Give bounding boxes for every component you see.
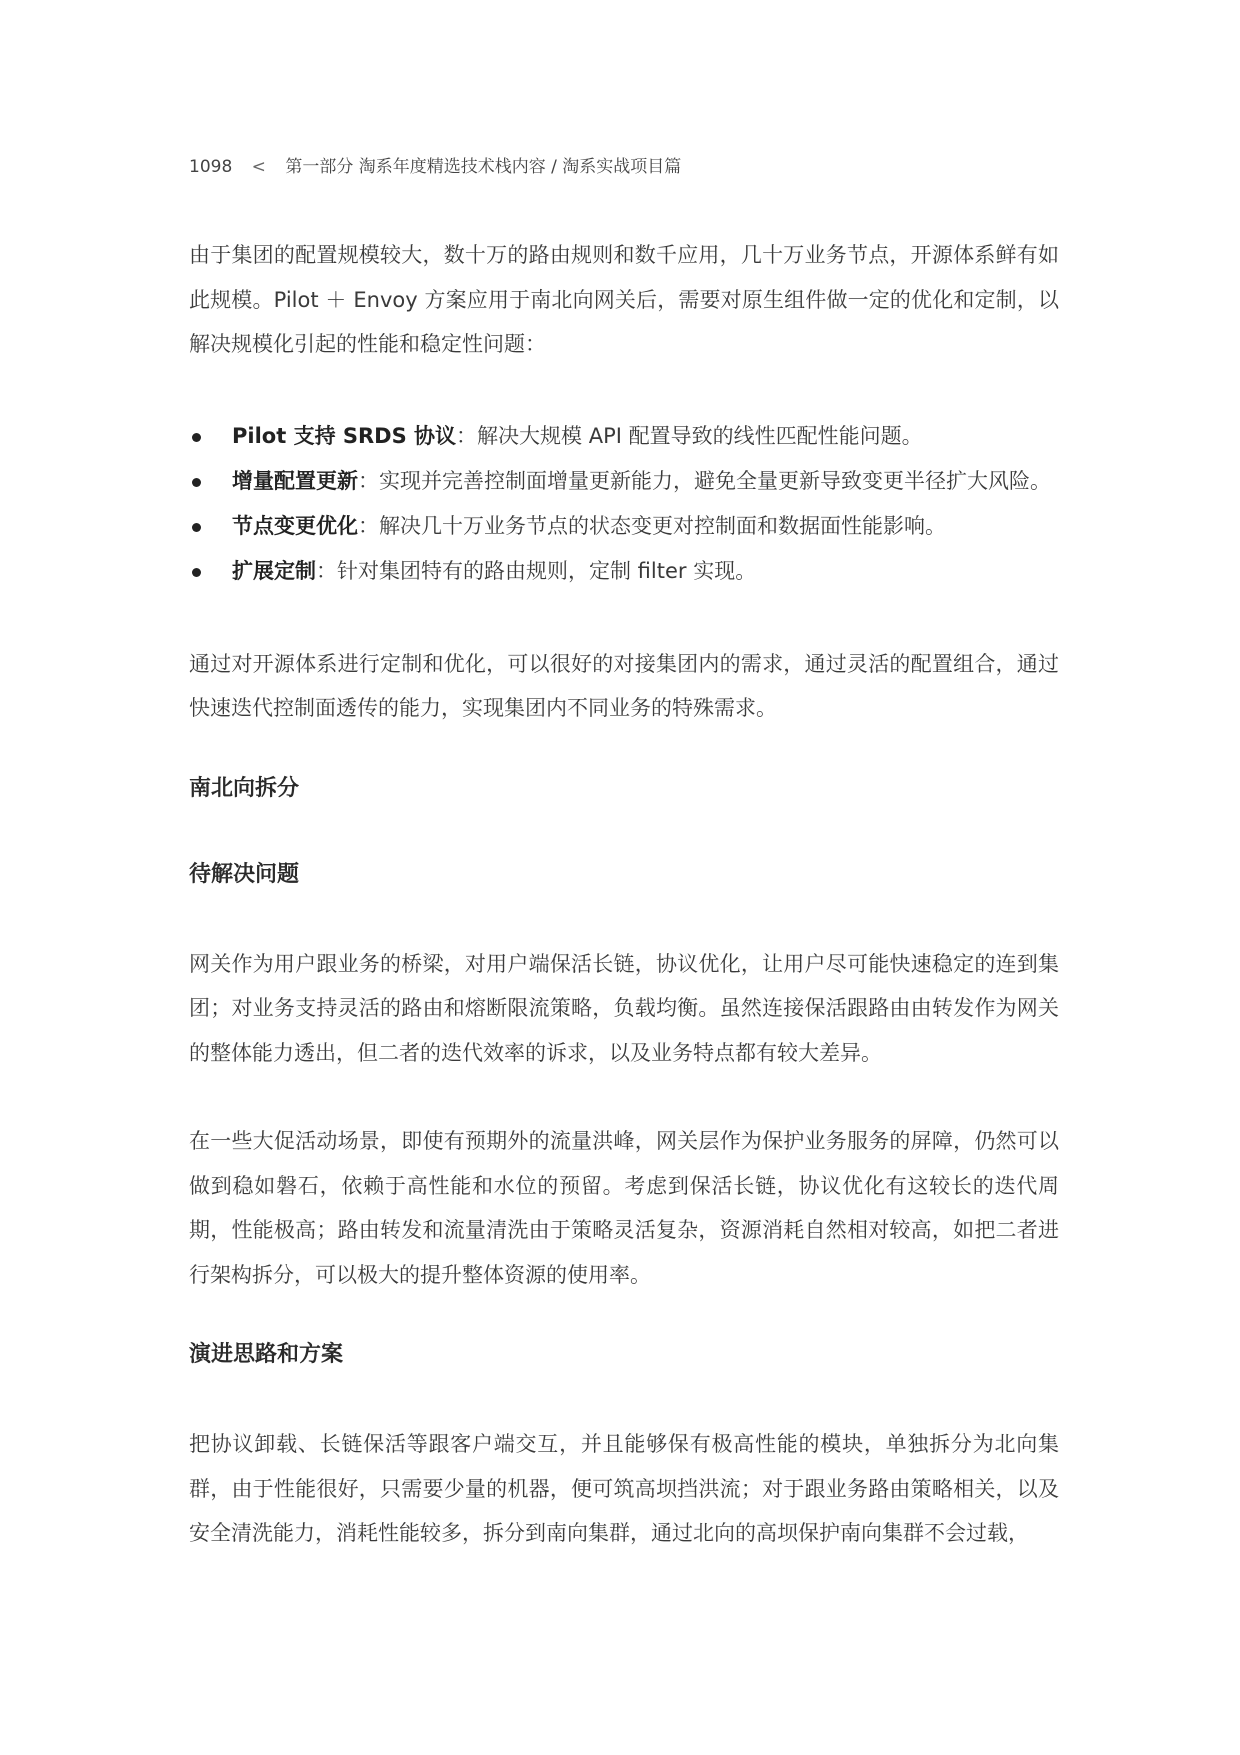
- list-item-text: ：针对集团特有的路由规则，定制 filter 实现。: [316, 558, 757, 583]
- list-item: [189, 504, 1059, 549]
- intro-paragraph: 由于集团的配置规模较大，数十万的路由规则和数千应用，几十万业务节点，开源体系鲜有如此规模。Pilot ＋ Envoy 方案应用于南北向网关后，需要对原生组件做一定的优化和定制，以解决规模化引起的性能和稳定性问题：: [189, 243, 1059, 356]
- subsection-heading-plan: 演进思路和方案: [189, 1342, 344, 1367]
- list-item-text: ：实现并完善控制面增量更新能力，避免全量更新导致变更半径扩大风险。: [358, 468, 1051, 493]
- running-header: [189, 152, 681, 177]
- optimization-list: [189, 414, 1059, 594]
- chevron-left-icon: <: [251, 157, 266, 177]
- list-item-term: 增量配置更新: [232, 468, 358, 493]
- bullet-icon: [192, 568, 201, 577]
- list-item: [189, 549, 1059, 594]
- list-item: [189, 414, 1059, 459]
- list-item-term: Pilot 支持 SRDS 协议: [232, 423, 457, 448]
- bullet-icon: [192, 523, 201, 532]
- page-number: 1098: [189, 157, 233, 177]
- problem-paragraph-2: 在一些大促活动场景，即使有预期外的流量洪峰，网关层作为保护业务服务的屏障，仍然可以做到稳如磐石，依赖于高性能和水位的预留。考虑到保活长链，协议优化有这较长的迭代周期，性能极高；路由转发和流量清洗由于策略灵活复杂，资源消耗自然相对较高，如把二者进行架构拆分，可以极大的提升整体资源的使用率。: [189, 1129, 1059, 1287]
- list-item-text: ：解决大规模 API 配置导致的线性匹配性能问题。: [456, 423, 923, 448]
- plan-paragraph: 把协议卸载、长链保活等跟客户端交互，并且能够保有极高性能的模块，单独拆分为北向集群，由于性能很好，只需要少量的机器，便可筑高坝挡洪流；对于跟业务路由策略相关，以及安全清洗能力，消耗性能较多，拆分到南向集群，通过北向的高坝保护南向集群不会过载，: [189, 1432, 1059, 1545]
- summary-paragraph: 通过对开源体系进行定制和优化，可以很好的对接集团内的需求，通过灵活的配置组合，通过快速迭代控制面透传的能力，实现集团内不同业务的特殊需求。: [189, 651, 1059, 720]
- list-item-term: 扩展定制: [232, 558, 316, 583]
- list-item-term: 节点变更优化: [232, 513, 358, 538]
- subsection-heading-problem: 待解决问题: [189, 861, 300, 887]
- list-item: [189, 459, 1059, 504]
- problem-paragraph-1: 网关作为用户跟业务的桥梁，对用户端保活长链，协议优化，让用户尽可能快速稳定的连到集团；对业务支持灵活的路由和熔断限流策略，负载均衡。虽然连接保活跟路由由转发作为网关的整体能力透出，但二者的迭代效率的诉求，以及业务特点都有较大差异。: [189, 951, 1059, 1065]
- section-heading: 南北向拆分: [189, 775, 300, 801]
- list-item-text: ：解决几十万业务节点的状态变更对控制面和数据面性能影响。: [358, 513, 946, 538]
- breadcrumb: 第一部分 淘系年度精选技术栈内容 / 淘系实战项目篇: [285, 157, 682, 177]
- bullet-icon: [192, 478, 201, 487]
- bullet-icon: [192, 433, 201, 442]
- main-content: [189, 233, 1059, 1556]
